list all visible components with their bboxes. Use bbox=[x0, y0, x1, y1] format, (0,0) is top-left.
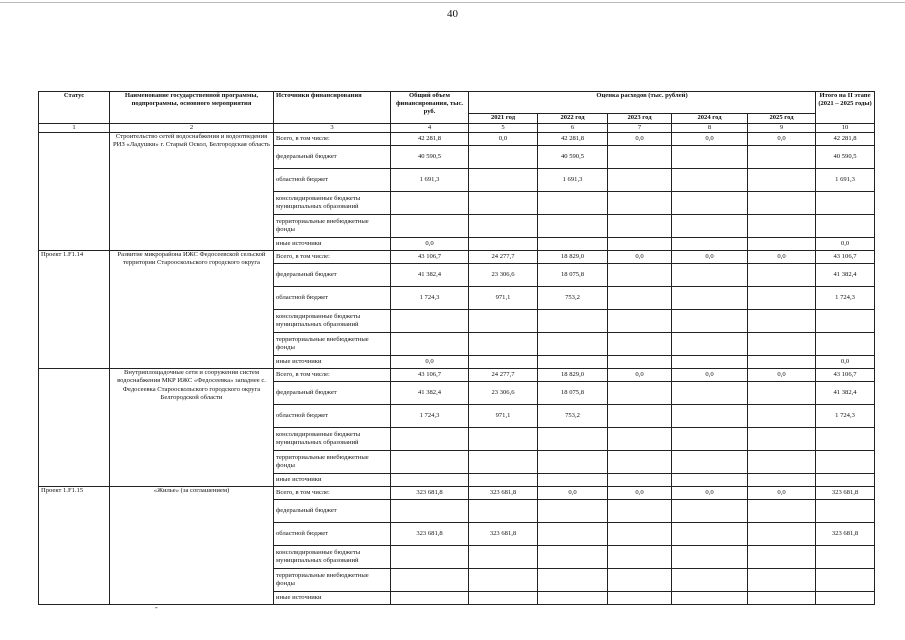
value-cell: 0,0 bbox=[748, 487, 816, 500]
value-cell: 323 681,8 bbox=[391, 487, 469, 500]
value-cell bbox=[469, 146, 538, 169]
value-cell bbox=[748, 310, 816, 333]
value-cell bbox=[672, 215, 748, 238]
bottom-mark: - bbox=[155, 603, 158, 612]
value-cell: 24 277,7 bbox=[469, 251, 538, 264]
value-cell: 43 106,7 bbox=[816, 369, 875, 382]
header-source: Источники финансирования bbox=[274, 92, 391, 124]
program-name-cell: Строительство сетей водоснабжения и водоотведения РИЗ «Ладушки» г. Старый Оскол, Белгородская область bbox=[110, 133, 274, 251]
table-row bbox=[39, 487, 875, 500]
page-top-rule bbox=[0, 2, 905, 4]
value-cell bbox=[469, 546, 538, 569]
value-cell: 323 681,8 bbox=[816, 487, 875, 500]
source-cell: консолидированные бюджеты муниципальных образований bbox=[274, 192, 391, 215]
source-cell: областной бюджет bbox=[274, 287, 391, 310]
value-cell bbox=[672, 592, 748, 605]
value-cell: 41 382,4 bbox=[816, 264, 875, 287]
value-cell bbox=[672, 287, 748, 310]
value-cell: 0,0 bbox=[816, 238, 875, 251]
value-cell bbox=[538, 192, 608, 215]
value-cell: 0,0 bbox=[538, 487, 608, 500]
header-year-2024: 2024 год bbox=[672, 114, 748, 124]
value-cell bbox=[538, 474, 608, 487]
value-cell: 24 277,7 bbox=[469, 369, 538, 382]
value-cell bbox=[748, 428, 816, 451]
table-row bbox=[39, 369, 875, 382]
source-cell: федеральный бюджет bbox=[274, 264, 391, 287]
value-cell bbox=[816, 310, 875, 333]
value-cell: 43 106,7 bbox=[391, 369, 469, 382]
value-cell bbox=[748, 569, 816, 592]
value-cell bbox=[608, 474, 672, 487]
value-cell bbox=[672, 382, 748, 405]
value-cell bbox=[672, 356, 748, 369]
value-cell bbox=[748, 546, 816, 569]
source-cell: Всего, в том числе: bbox=[274, 251, 391, 264]
value-cell bbox=[469, 500, 538, 523]
value-cell bbox=[608, 382, 672, 405]
value-cell bbox=[608, 405, 672, 428]
source-cell: федеральный бюджет bbox=[274, 146, 391, 169]
value-cell bbox=[748, 169, 816, 192]
value-cell bbox=[672, 428, 748, 451]
column-number-row bbox=[39, 124, 875, 133]
value-cell bbox=[608, 592, 672, 605]
column-number: 10 bbox=[816, 124, 875, 133]
value-cell bbox=[748, 146, 816, 169]
value-cell bbox=[391, 474, 469, 487]
value-cell bbox=[748, 523, 816, 546]
value-cell bbox=[816, 569, 875, 592]
value-cell bbox=[748, 192, 816, 215]
value-cell: 0,0 bbox=[608, 133, 672, 146]
program-name-cell: «Жилье» (за соглашением) bbox=[110, 487, 274, 605]
value-cell bbox=[391, 192, 469, 215]
value-cell bbox=[672, 523, 748, 546]
value-cell bbox=[469, 192, 538, 215]
value-cell bbox=[391, 333, 469, 356]
source-cell: Всего, в том числе: bbox=[274, 369, 391, 382]
value-cell bbox=[391, 500, 469, 523]
source-cell: территориальные внебюджетные фонды bbox=[274, 333, 391, 356]
value-cell: 23 306,6 bbox=[469, 382, 538, 405]
value-cell bbox=[538, 500, 608, 523]
value-cell bbox=[672, 264, 748, 287]
value-cell bbox=[608, 500, 672, 523]
value-cell bbox=[391, 451, 469, 474]
value-cell bbox=[748, 382, 816, 405]
source-cell: иные источники bbox=[274, 238, 391, 251]
value-cell bbox=[391, 215, 469, 238]
value-cell bbox=[391, 546, 469, 569]
value-cell bbox=[469, 428, 538, 451]
source-cell: Всего, в том числе: bbox=[274, 487, 391, 500]
value-cell: 753,2 bbox=[538, 405, 608, 428]
program-name-cell: Внутриплощадочные сети и сооружения систем водоснабжения МКР ИЖС «Федосеевка» западнее с. Федосеевка Старооскольского городского округа Белгородской области bbox=[110, 369, 274, 487]
value-cell bbox=[469, 215, 538, 238]
program-name-cell: Развитие микрорайона ИЖС Федосеевской сельской территории Старооскольского городского округа bbox=[110, 251, 274, 369]
value-cell bbox=[608, 146, 672, 169]
value-cell bbox=[538, 592, 608, 605]
value-cell bbox=[608, 546, 672, 569]
header-stage-total: Итого на II этапе (2021 – 2025 годы) bbox=[816, 92, 875, 124]
value-cell bbox=[538, 428, 608, 451]
header-year-2023: 2023 год bbox=[608, 114, 672, 124]
value-cell bbox=[469, 169, 538, 192]
value-cell bbox=[608, 451, 672, 474]
value-cell: 0,0 bbox=[748, 369, 816, 382]
value-cell bbox=[469, 238, 538, 251]
value-cell: 0,0 bbox=[672, 133, 748, 146]
financing-table bbox=[38, 91, 875, 605]
value-cell bbox=[748, 264, 816, 287]
value-cell: 41 382,4 bbox=[391, 382, 469, 405]
source-cell: иные источники bbox=[274, 474, 391, 487]
source-cell: территориальные внебюджетные фонды bbox=[274, 215, 391, 238]
value-cell bbox=[672, 500, 748, 523]
value-cell bbox=[748, 500, 816, 523]
source-cell: Всего, в том числе: bbox=[274, 133, 391, 146]
column-number: 3 bbox=[274, 124, 391, 133]
value-cell bbox=[469, 474, 538, 487]
value-cell: 0,0 bbox=[608, 251, 672, 264]
value-cell bbox=[816, 500, 875, 523]
value-cell bbox=[608, 523, 672, 546]
value-cell: 1 724,3 bbox=[816, 287, 875, 310]
value-cell bbox=[816, 546, 875, 569]
value-cell: 42 281,8 bbox=[391, 133, 469, 146]
value-cell bbox=[748, 238, 816, 251]
value-cell bbox=[672, 333, 748, 356]
status-cell: Проект 1.F1.14 bbox=[39, 251, 110, 369]
value-cell bbox=[608, 192, 672, 215]
value-cell bbox=[608, 310, 672, 333]
value-cell bbox=[608, 215, 672, 238]
value-cell bbox=[538, 238, 608, 251]
source-cell: федеральный бюджет bbox=[274, 500, 391, 523]
value-cell bbox=[469, 356, 538, 369]
value-cell: 323 681,8 bbox=[816, 523, 875, 546]
value-cell bbox=[748, 356, 816, 369]
header-status: Статус bbox=[39, 92, 110, 124]
source-cell: иные источники bbox=[274, 356, 391, 369]
column-number: 4 bbox=[391, 124, 469, 133]
source-cell: иные источники bbox=[274, 592, 391, 605]
value-cell bbox=[672, 192, 748, 215]
value-cell bbox=[608, 356, 672, 369]
source-cell: территориальные внебюджетные фонды bbox=[274, 451, 391, 474]
value-cell: 753,2 bbox=[538, 287, 608, 310]
value-cell bbox=[538, 523, 608, 546]
value-cell bbox=[672, 546, 748, 569]
table-row bbox=[39, 251, 875, 264]
value-cell: 18 075,8 bbox=[538, 382, 608, 405]
source-cell: консолидированные бюджеты муниципальных образований bbox=[274, 546, 391, 569]
source-cell: областной бюджет bbox=[274, 169, 391, 192]
header-program: Наименование государственной программы, подпрограммы, основного мероприятия bbox=[110, 92, 274, 124]
value-cell: 40 590,5 bbox=[816, 146, 875, 169]
value-cell: 18 829,0 bbox=[538, 251, 608, 264]
value-cell: 1 724,3 bbox=[391, 287, 469, 310]
value-cell bbox=[608, 333, 672, 356]
value-cell bbox=[816, 592, 875, 605]
value-cell: 971,1 bbox=[469, 287, 538, 310]
value-cell: 43 106,7 bbox=[391, 251, 469, 264]
value-cell bbox=[672, 569, 748, 592]
value-cell bbox=[469, 451, 538, 474]
value-cell: 0,0 bbox=[672, 369, 748, 382]
value-cell bbox=[672, 451, 748, 474]
value-cell: 1 724,3 bbox=[816, 405, 875, 428]
value-cell bbox=[538, 451, 608, 474]
value-cell: 323 681,8 bbox=[469, 487, 538, 500]
value-cell bbox=[391, 428, 469, 451]
column-number: 8 bbox=[672, 124, 748, 133]
source-cell: консолидированные бюджеты муниципальных образований bbox=[274, 310, 391, 333]
value-cell bbox=[672, 405, 748, 428]
value-cell: 1 691,3 bbox=[391, 169, 469, 192]
value-cell: 41 382,4 bbox=[816, 382, 875, 405]
value-cell bbox=[391, 592, 469, 605]
value-cell: 323 681,8 bbox=[469, 523, 538, 546]
value-cell: 0,0 bbox=[391, 238, 469, 251]
page-number: 40 bbox=[447, 8, 458, 20]
value-cell bbox=[608, 264, 672, 287]
value-cell: 18 829,0 bbox=[538, 369, 608, 382]
value-cell bbox=[469, 310, 538, 333]
value-cell: 42 281,8 bbox=[538, 133, 608, 146]
value-cell bbox=[608, 287, 672, 310]
value-cell bbox=[816, 192, 875, 215]
value-cell: 18 075,8 bbox=[538, 264, 608, 287]
header-estimate: Оценка расходов (тыс. рублей) bbox=[469, 92, 816, 114]
column-number: 5 bbox=[469, 124, 538, 133]
column-number: 7 bbox=[608, 124, 672, 133]
source-cell: областной бюджет bbox=[274, 523, 391, 546]
value-cell: 43 106,7 bbox=[816, 251, 875, 264]
value-cell bbox=[672, 310, 748, 333]
value-cell: 0,0 bbox=[469, 133, 538, 146]
value-cell bbox=[748, 405, 816, 428]
value-cell bbox=[608, 169, 672, 192]
value-cell bbox=[538, 215, 608, 238]
source-cell: федеральный бюджет bbox=[274, 382, 391, 405]
value-cell: 0,0 bbox=[748, 133, 816, 146]
column-number: 1 bbox=[39, 124, 110, 133]
value-cell: 42 281,8 bbox=[816, 133, 875, 146]
status-cell bbox=[39, 133, 110, 251]
column-number: 2 bbox=[110, 124, 274, 133]
source-cell: областной бюджет bbox=[274, 405, 391, 428]
value-cell bbox=[608, 238, 672, 251]
value-cell: 1 691,3 bbox=[538, 169, 608, 192]
value-cell bbox=[608, 428, 672, 451]
value-cell bbox=[672, 169, 748, 192]
header-year-2022: 2022 год bbox=[538, 114, 608, 124]
value-cell: 40 590,5 bbox=[391, 146, 469, 169]
source-cell: территориальные внебюджетные фонды bbox=[274, 569, 391, 592]
value-cell: 1 691,3 bbox=[816, 169, 875, 192]
value-cell: 0,0 bbox=[391, 356, 469, 369]
header-total: Общий объем финансирования, тыс. руб. bbox=[391, 92, 469, 124]
value-cell bbox=[816, 451, 875, 474]
column-number: 6 bbox=[538, 124, 608, 133]
header-year-2025: 2025 год bbox=[748, 114, 816, 124]
value-cell bbox=[538, 356, 608, 369]
value-cell bbox=[816, 474, 875, 487]
value-cell bbox=[469, 592, 538, 605]
value-cell: 0,0 bbox=[608, 487, 672, 500]
table-row bbox=[39, 133, 875, 146]
value-cell: 1 724,3 bbox=[391, 405, 469, 428]
value-cell bbox=[672, 238, 748, 251]
value-cell: 0,0 bbox=[672, 251, 748, 264]
value-cell bbox=[391, 569, 469, 592]
value-cell: 323 681,8 bbox=[391, 523, 469, 546]
value-cell bbox=[391, 310, 469, 333]
value-cell bbox=[748, 592, 816, 605]
value-cell bbox=[538, 569, 608, 592]
status-cell bbox=[39, 369, 110, 487]
header-year-2021: 2021 год bbox=[469, 114, 538, 124]
value-cell: 0,0 bbox=[748, 251, 816, 264]
value-cell bbox=[538, 333, 608, 356]
value-cell: 41 382,4 bbox=[391, 264, 469, 287]
value-cell bbox=[469, 333, 538, 356]
value-cell bbox=[748, 333, 816, 356]
value-cell bbox=[538, 546, 608, 569]
value-cell bbox=[748, 474, 816, 487]
value-cell bbox=[538, 310, 608, 333]
value-cell bbox=[608, 569, 672, 592]
value-cell: 23 306,6 bbox=[469, 264, 538, 287]
value-cell bbox=[748, 287, 816, 310]
value-cell bbox=[748, 215, 816, 238]
source-cell: консолидированные бюджеты муниципальных образований bbox=[274, 428, 391, 451]
value-cell bbox=[672, 474, 748, 487]
value-cell: 40 590,5 bbox=[538, 146, 608, 169]
value-cell bbox=[816, 428, 875, 451]
value-cell bbox=[816, 215, 875, 238]
column-number: 9 bbox=[748, 124, 816, 133]
value-cell bbox=[672, 146, 748, 169]
value-cell: 971,1 bbox=[469, 405, 538, 428]
value-cell bbox=[469, 569, 538, 592]
status-cell: Проект 1.F1.15 bbox=[39, 487, 110, 605]
value-cell bbox=[748, 451, 816, 474]
value-cell bbox=[816, 333, 875, 356]
table-body bbox=[39, 133, 875, 605]
value-cell: 0,0 bbox=[816, 356, 875, 369]
value-cell: 0,0 bbox=[672, 487, 748, 500]
value-cell: 0,0 bbox=[608, 369, 672, 382]
